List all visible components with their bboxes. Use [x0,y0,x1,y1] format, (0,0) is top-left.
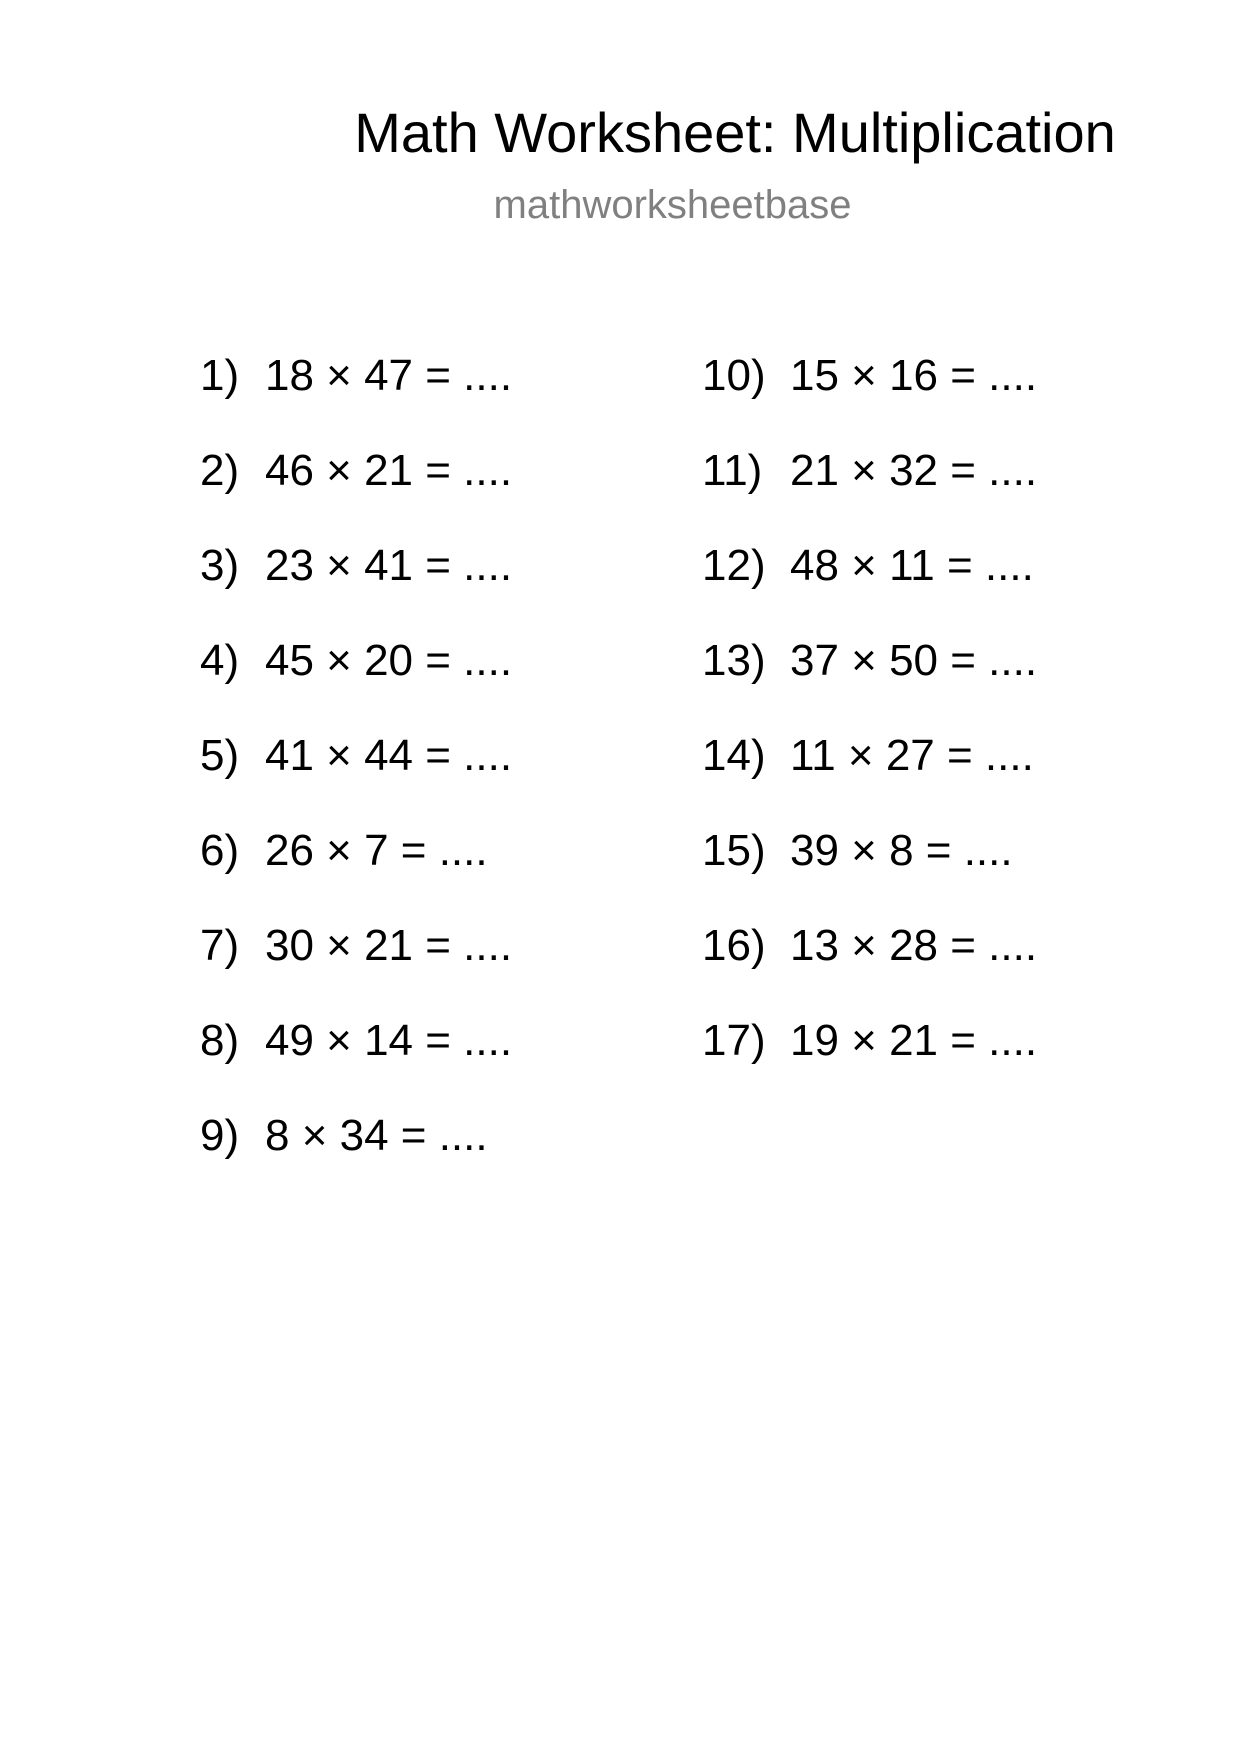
problem-number: 15) [702,826,766,875]
problem-number: 14) [702,731,766,780]
problem-item [200,825,512,920]
problem-item [200,920,512,1015]
problem-item [702,350,1037,445]
problem-number: 11) [702,446,763,495]
problem-expression: 39 × 8 = .... [790,826,1013,875]
problem-number: 6) [200,826,240,875]
problem-item [200,1110,512,1205]
problem-number: 16) [702,921,766,970]
worksheet-title: Math Worksheet: Multiplication [354,101,1116,164]
problem-item [702,540,1037,635]
problem-item [702,825,1037,920]
problem-expression: 41 × 44 = .... [265,731,513,780]
problem-item [702,1015,1037,1110]
problem-expression: 49 × 14 = .... [265,1016,513,1065]
problem-number: 7) [200,921,240,970]
problem-item [200,635,512,730]
problem-expression: 8 × 34 = .... [265,1111,488,1160]
problem-item [702,920,1037,1015]
problem-item [200,445,512,540]
problem-item [200,540,512,635]
problem-expression: 30 × 21 = .... [265,921,513,970]
problem-expression: 15 × 16 = .... [790,351,1038,400]
problem-expression: 11 × 27 = .... [790,731,1034,780]
problems-column-right [702,350,1037,1110]
problem-expression: 26 × 7 = .... [265,826,488,875]
problem-number: 2) [200,446,240,495]
problem-item [702,445,1037,540]
problem-number: 8) [200,1016,240,1065]
problem-number: 4) [200,636,240,685]
problem-item [200,730,512,825]
problem-expression: 21 × 32 = .... [790,446,1038,495]
problem-item [200,350,512,445]
problem-expression: 46 × 21 = .... [265,446,513,495]
problem-expression: 18 × 47 = .... [265,351,513,400]
problems-column-left [200,350,512,1205]
problem-number: 1) [200,351,240,400]
problem-expression: 13 × 28 = .... [790,921,1038,970]
problem-expression: 23 × 41 = .... [265,541,513,590]
problem-expression: 45 × 20 = .... [265,636,513,685]
problem-number: 17) [702,1016,766,1065]
problem-number: 13) [702,636,766,685]
problem-item [200,1015,512,1110]
problem-number: 10) [702,351,766,400]
problem-expression: 19 × 21 = .... [790,1016,1038,1065]
problem-item [702,635,1037,730]
problem-number: 9) [200,1111,240,1160]
problem-number: 3) [200,541,240,590]
problem-item [702,730,1037,825]
problem-number: 5) [200,731,240,780]
problem-expression: 37 × 50 = .... [790,636,1038,685]
problem-number: 12) [702,541,766,590]
worksheet-subtitle: mathworksheetbase [493,183,852,227]
problem-expression: 48 × 11 = .... [790,541,1034,590]
